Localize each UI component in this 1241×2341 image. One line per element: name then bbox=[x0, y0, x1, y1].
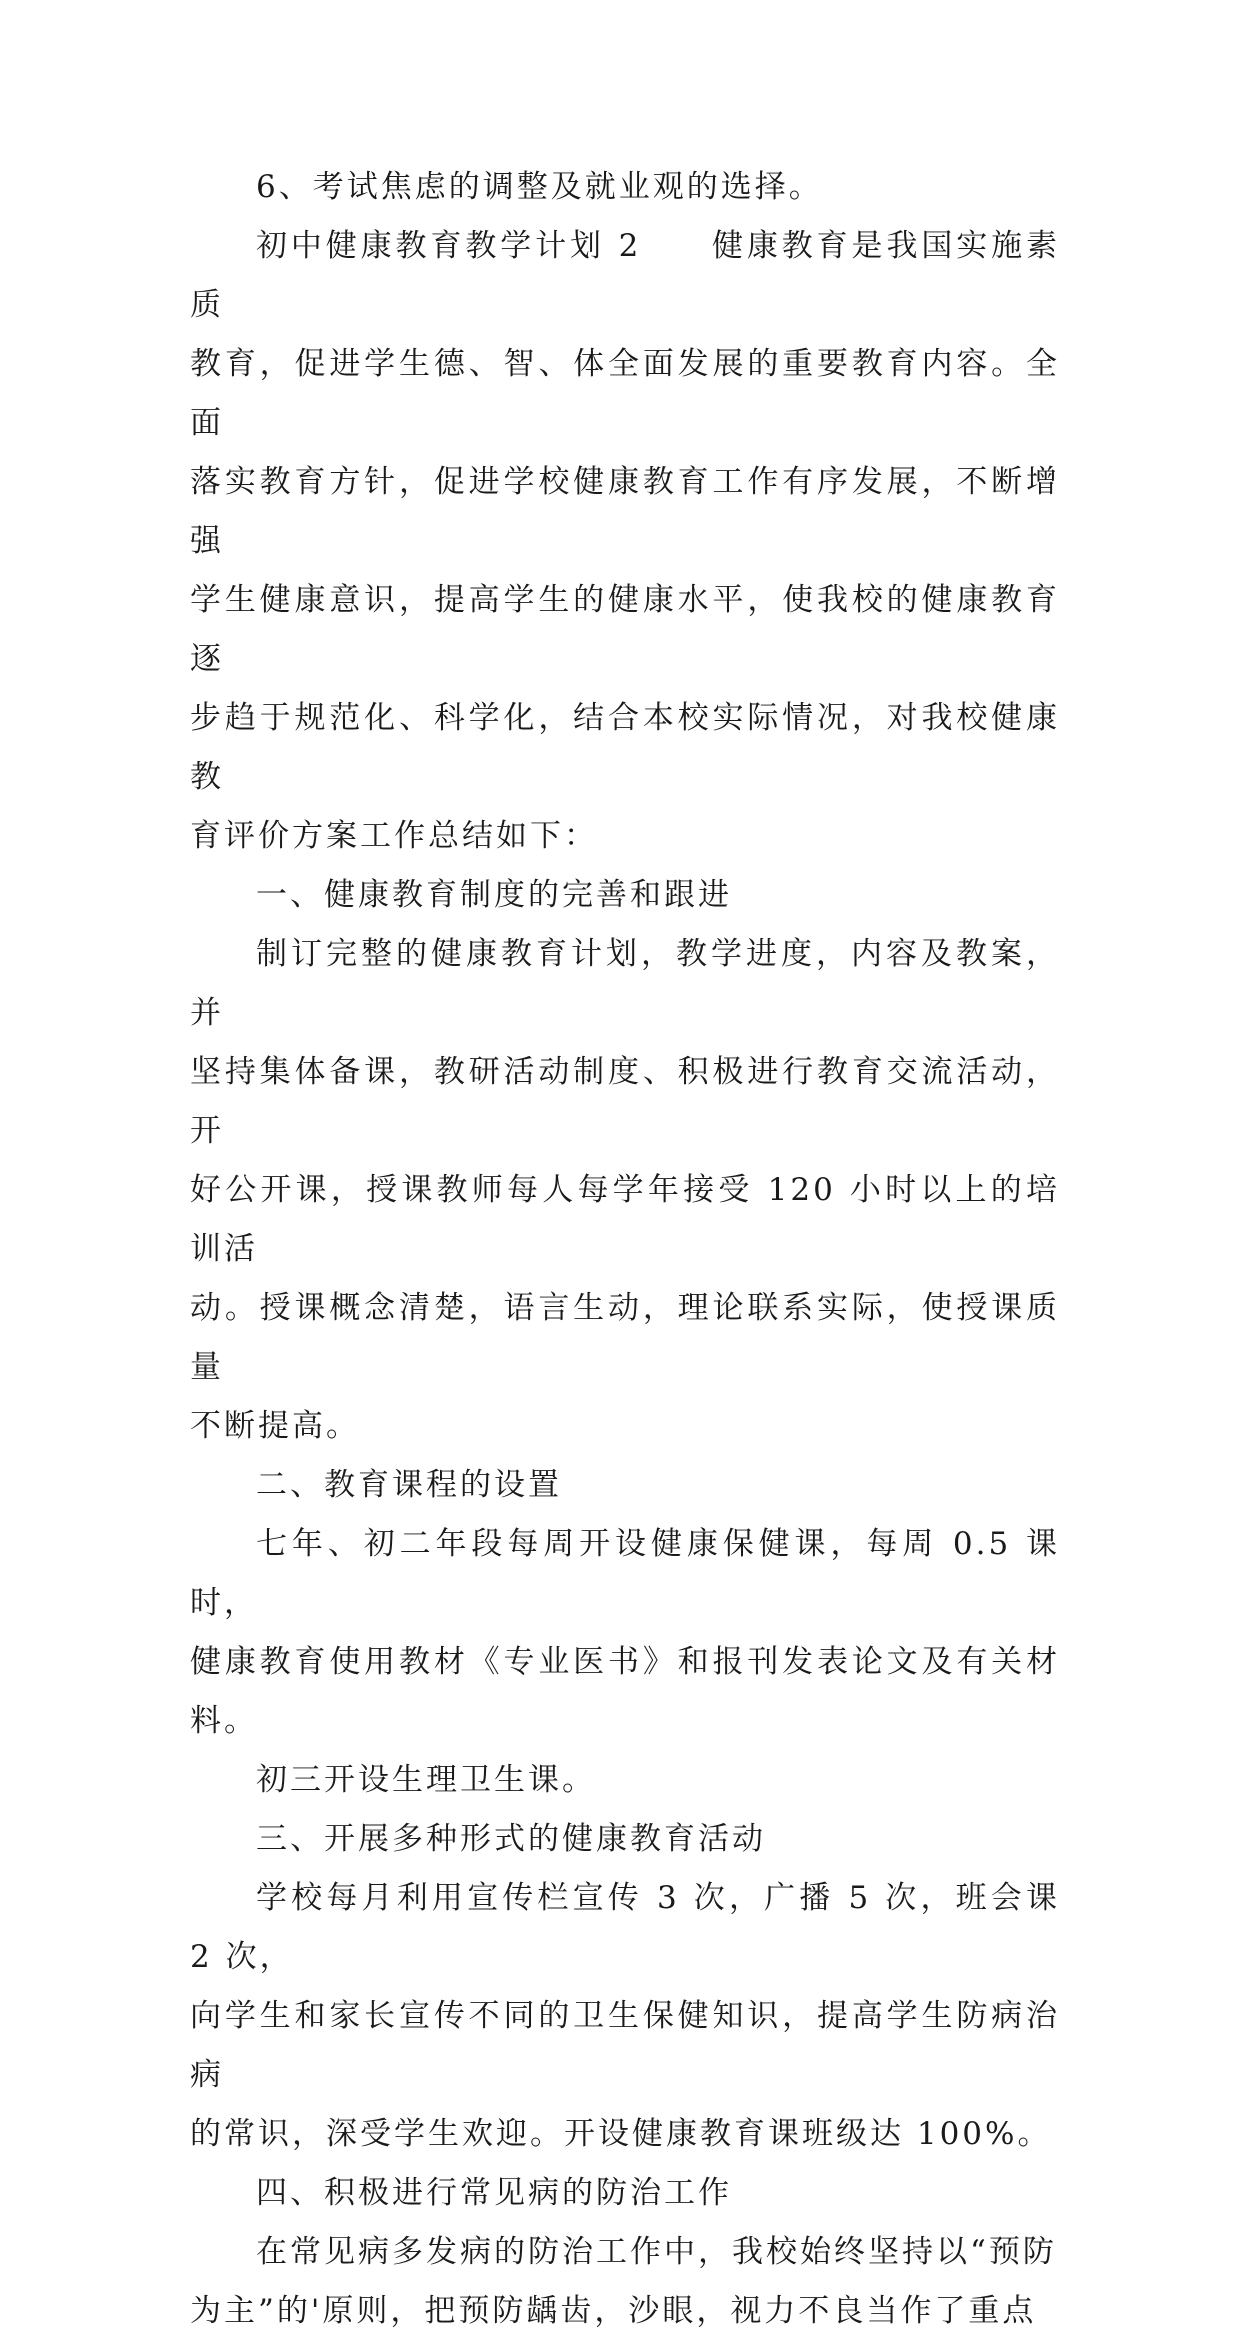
heading-section-1: 一、健康教育制度的完善和跟进 bbox=[256, 877, 732, 913]
paragraph-section-2-extra: 初三开设生理卫生课。 bbox=[256, 1762, 596, 1798]
paragraph-section-2: 七年、初二年段每周开设健康保健课，每周 0.5 课时， 健康教育使用教材《专业医书》和报刊发表论文及有关材料。 bbox=[190, 1526, 1060, 1739]
paragraph-section-1: 制订完整的健康教育计划，教学进度，内容及教案，并 坚持集体备课，教研活动制度、积极进行教育交流活动，开 好公开课，授课教师每人每学年接受 120 小时以上的培训活 动。授课概念清楚，语言生动，理论联系实际，使授课质量 不断提高。 bbox=[190, 936, 1060, 1444]
document-body bbox=[190, 158, 1060, 2341]
heading-section-2: 二、教育课程的设置 bbox=[256, 1467, 562, 1503]
paragraph-section-4: 在常见病多发病的防治工作中，我校始终坚持以“预防 为主”的'原则，把预防龋齿，沙眼，视力不良当作了重点 bbox=[190, 2234, 1057, 2329]
heading-section-3: 三、开展多种形式的健康教育活动 bbox=[256, 1821, 766, 1857]
heading-section-4: 四、积极进行常见病的防治工作 bbox=[256, 2175, 732, 2211]
paragraph-section-3: 学校每月利用宣传栏宣传 3 次，广播 5 次，班会课 2 次， 向学生和家长宣传不同的卫生保健知识，提高学生防病治病 的常识，深受学生欢迎。开设健康教育课班级达 100%。 bbox=[190, 1880, 1060, 2152]
paragraph-plan-intro: 初中健康教育教学计划 2 健康教育是我国实施素质 教育，促进学生德、智、体全面发展的重要教育内容。全面 落实教育方针，促进学校健康教育工作有序发展，不断增强 学生健康意识，提高学生的健康水平，使我校的健康教育逐 步趋于规范化、科学化，结合本校实际情况，对我校健康教 育评价方案工作总结如下： bbox=[190, 228, 1060, 854]
paragraph-exam-anxiety: 6、考试焦虑的调整及就业观的选择。 bbox=[256, 169, 823, 205]
